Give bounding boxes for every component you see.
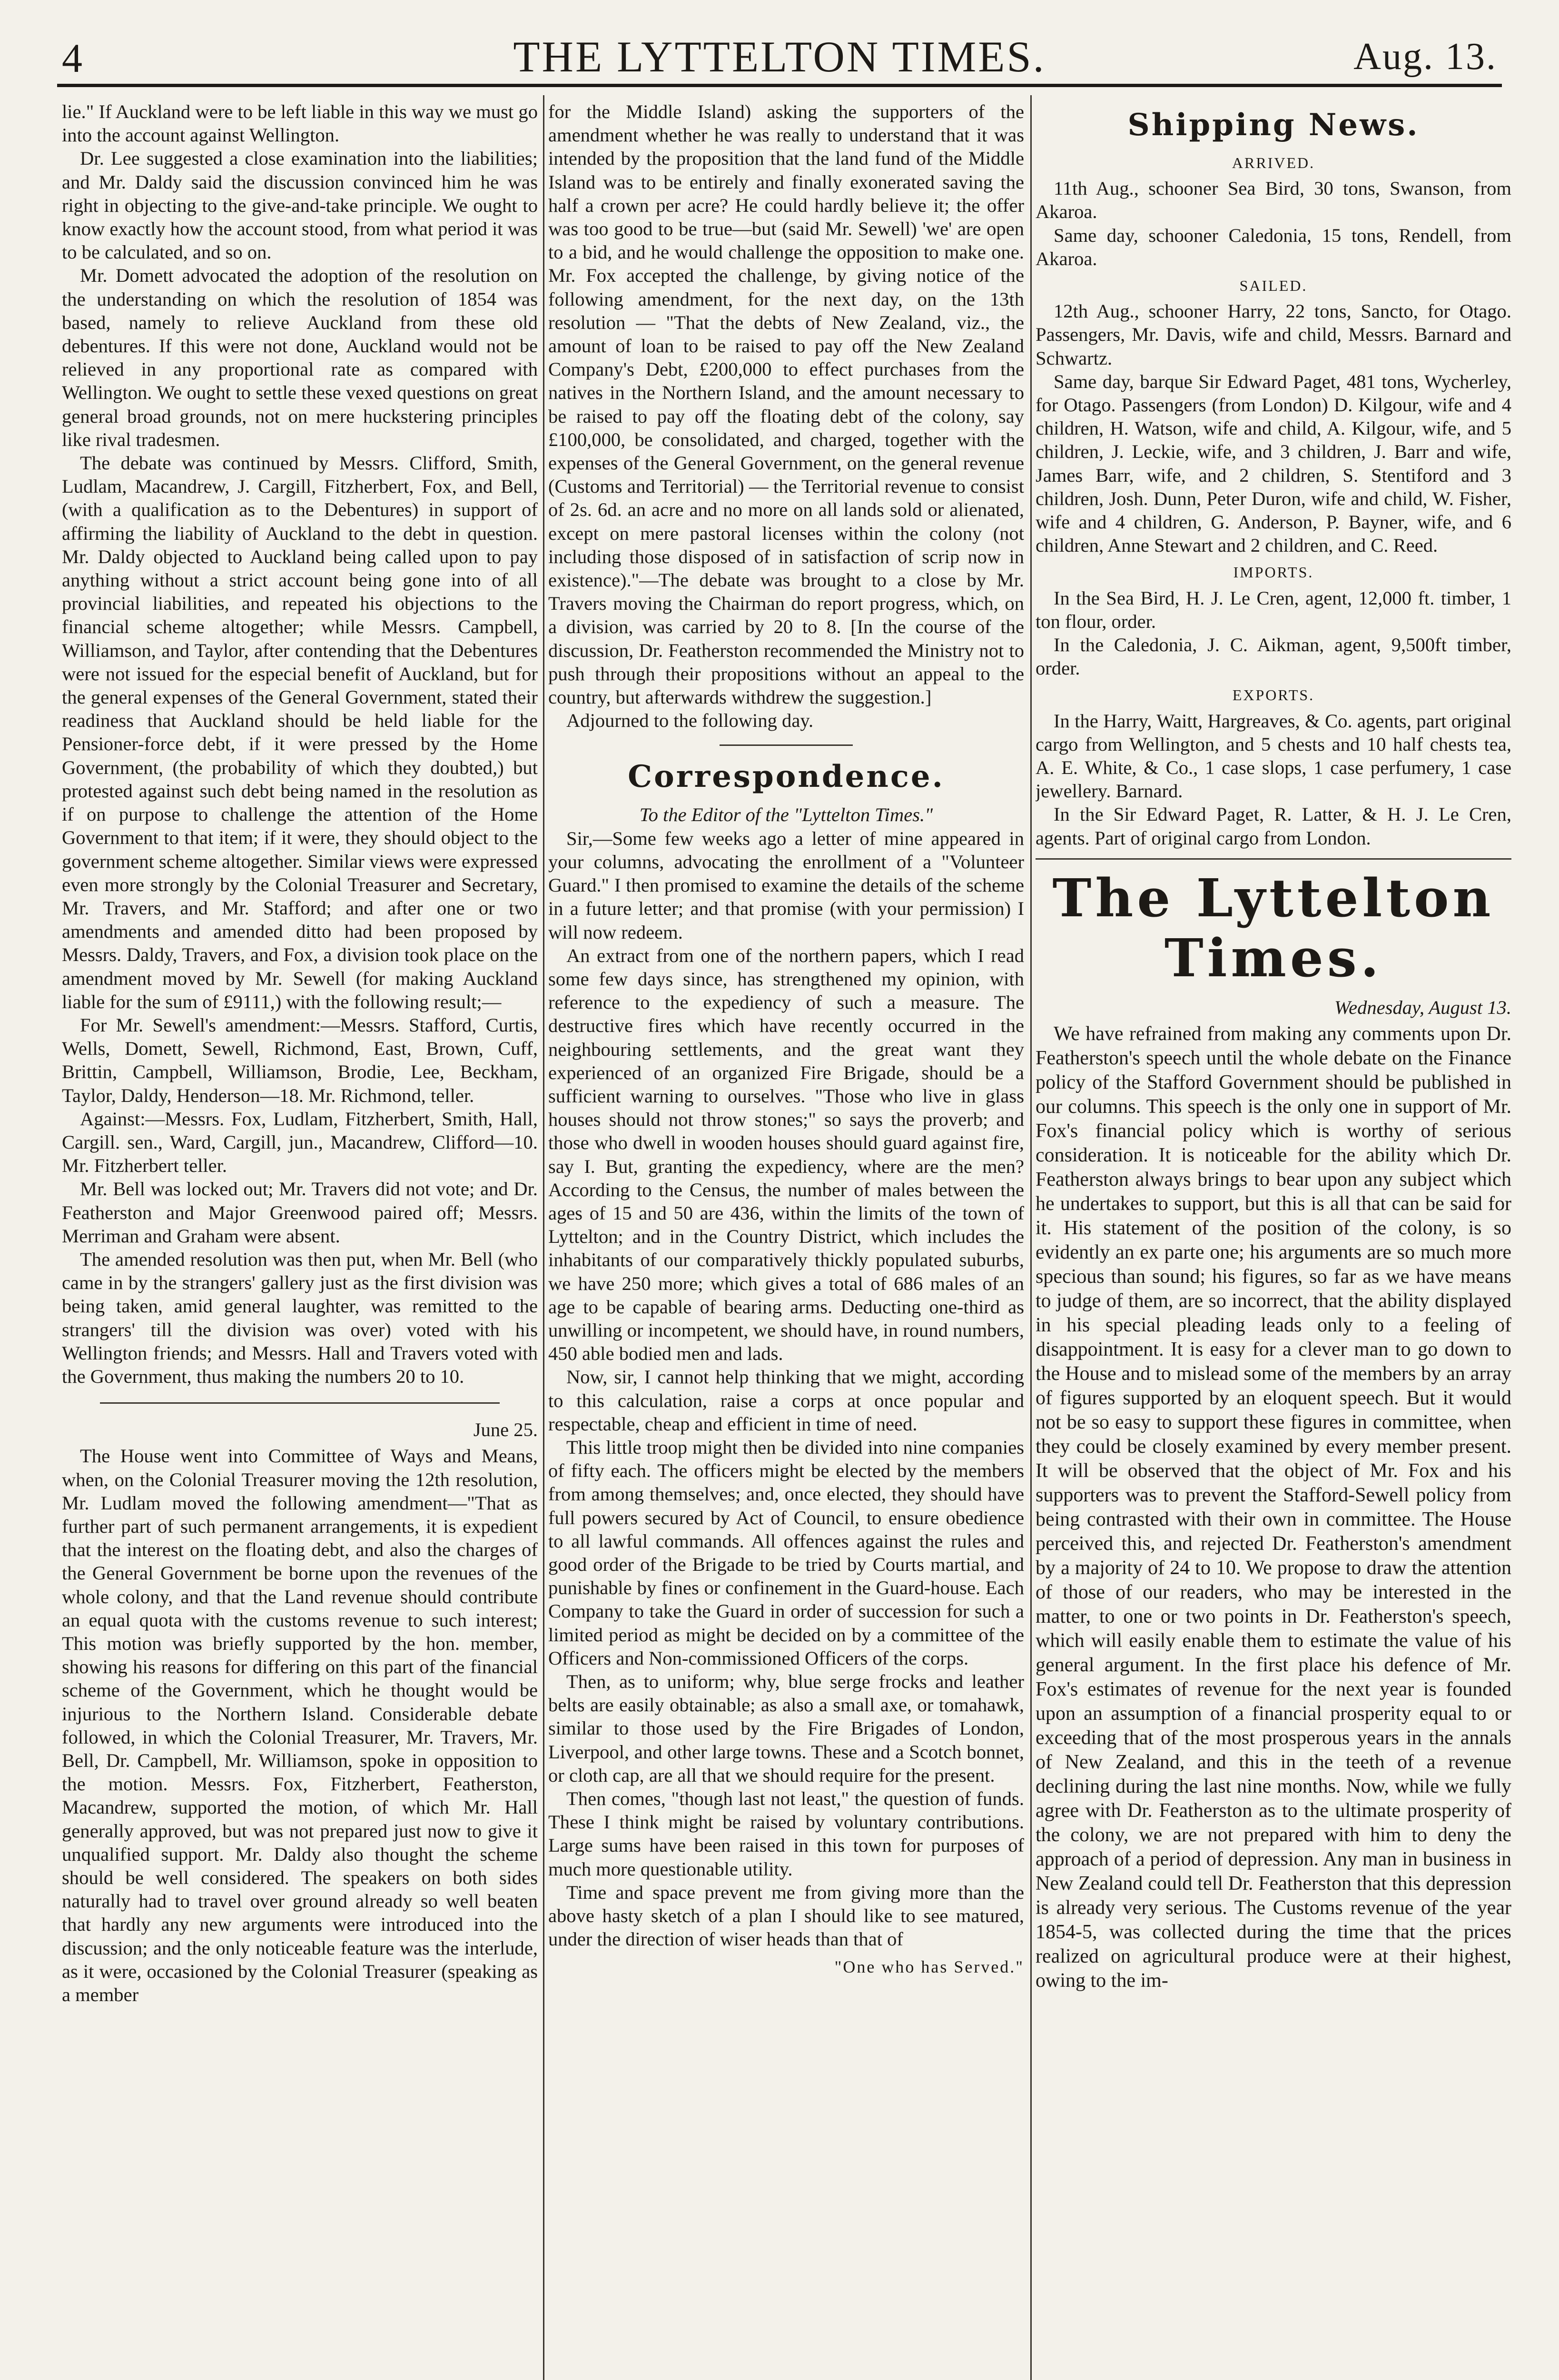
parliament-paragraph: Mr. Domett advocated the adoption of the resolution on the understanding on which the resolution of 1854 was based, namely to relieve Auckland from these old debentures. If this were not done, Auckland would not be relieved in any proportional rate as compared with Wellington. We ought to settle these vexed questions on great general broad grounds, not on mere huckstering principles like rival tradesmen. (62, 265, 538, 450)
imports-entry: In the Caledonia, J. C. Aikman, agent, 9,500ft timber, order. (1036, 634, 1511, 679)
arrived-entry: 11th Aug., schooner Sea Bird, 30 tons, Swanson, from Akaroa. (1036, 178, 1511, 223)
sailed-subheading: SAILED. (1239, 277, 1308, 295)
committee-paragraph: The House went into Committee of Ways and Means, when, on the Colonial Treasurer moving the 12th resolution, Mr. Ludlam moved the following amendment—"That as further part of such permanent arrangements, it is expedient that the interest on the floating debt, and also the charges of the General Government be borne upon the revenues of the whole colony, and that the Land revenue should contribute an equal quota with the customs revenue to such interest; This motion was briefly supported by the hon. member, showing his reasons for differing on this part of the financial scheme of the Government, which he thought would be injurious to the Northern Island. Considerable debate followed, in which the Colonial Treasurer, Mr. Travers, Mr. Bell, Dr. Campbell, Mr. Williamson, spoke in opposition to the motion. Messrs. Fox, Fitzherbert, Featherston, Macandrew, supported the motion, of which Mr. Hall generally approved, but was not prepared just now to give it unqualified support. Mr. Daldy also thought the scheme should be well considered. The speakers on both sides naturally had to travel over ground already so well beaten that hardly any new arguments were introduced into the discussion; and the only noticeable feature was the interlude, as it were, occasioned by the Colonial Treasurer (speaking as a member (62, 1445, 538, 2006)
parliament-paragraph: The amended resolution was then put, when Mr. Bell (who came in by the strangers' gallery just as the first division was being taken, amid general laughter, was remitted to the strangers' till the division was over) voted with his Wellington friends; and Messrs. Hall and Travers voted with the Government, thus making the numbers 20 to 10. (62, 1248, 538, 1387)
section-date: June 25. (473, 1419, 538, 1441)
correspondence-heading: Correspondence. (628, 759, 945, 795)
editorial-heading: The Lyttelton Times. (1052, 867, 1495, 989)
letter-paragraph: Sir,—Some few weeks ago a letter of mine appeared in your columns, advocating the enrollment of a "Volunteer Guard." I then promised to examine the details of the scheme in a future letter; and that promise (with your permission) I will now redeem. (548, 827, 1024, 943)
letter-paragraph: An extract from one of the northern papers, which I read some few days since, has strengthened my opinion, with reference to the expediency of such a measure. The destructive fires which have recently occurred in the neighbouring settlements, and the great want they experienced of an organized Fire Brigade, should be a sufficient warning to ourselves. "Those who live in glass houses should not throw stones;" so says the proverb; and those who dwell in wooden houses should guard against fire, say I. But, granting the expediency, where are the men? According to the Census, the number of males between the ages of 15 and 50 are 436, within the limits of the town of Lyttelton; and in the Country District, which includes the inhabitants of our comparatively thickly populated suburbs, we have 250 more; which gives a total of 686 males of an age to be capable of bearing arms. Deducting one-third as unwilling or incompetent, we should have, in round numbers, 450 able bodied men and lads. (548, 944, 1024, 1365)
issue-date: Aug. 13. (1353, 36, 1497, 78)
parliament-paragraph: lie." If Auckland were to be left liable in this way we must go into the account against Wellington. (62, 101, 538, 146)
masthead-rule (57, 84, 1502, 87)
letter-paragraph: Time and space prevent me from giving more than the above hasty sketch of a plan I should like to see matured, under the direction of wiser heads than that of (548, 1881, 1024, 1950)
section-divider (1036, 858, 1511, 860)
column-1 (62, 100, 538, 2380)
editorial-paragraph: We have refrained from making any comments upon Dr. Featherston's speech until the whole debate on the Finance policy of the Stafford Government should be published in our columns. This speech is the only one in support of Mr. Fox's financial policy which is worthy of serious consideration. It is noticeable for the ability which Dr. Featherston always brings to bear upon any subject which he undertakes to support, but this is all that can be said for it. His statement of the position of the colony, is so evidently an ex parte one; his arguments are so much more specious than sound; his figures, so far as we have means to judge of them, are so incorrect, that the ability displayed in his special pleading leads only to a feeling of disappointment. It is easy for a clever man to go down to the House and to mislead some of the members by an array of figures supported by an eloquent speech. But it would not be so easy to support these figures in committee, when they could be closely examined by every member present. It will be observed that the object of Mr. Fox and his supporters was to prevent the Stafford-Sewell policy from being contrasted with their own in committee. The House perceived this, and rejected Dr. Featherston's amendment by a majority of 24 to 10. We propose to draw the attention of those of our readers, who may be interested in the matter, to one or two points in Dr. Featherston's speech, which will easily enable them to estimate the value of his general argument. In the first place his defence of Mr. Fox's estimates of revenue for the next year is founded upon an assumption of a financial prosperity equal to or exceeding that of the most prosperous years in the annals of New Zealand, and this in the teeth of a revenue declining during the last nine months. Now, while we fully agree with Dr. Featherston as to the ultimate prosperity of the colony, we are not prepared with him to deny the approach of a period of depression. Any man in business in New Zealand could tell Dr. Featherston that this depression is already very serious. The Customs revenue of the year 1854-5, was collected during the time that the prices realized on agricultural produce were at their highest, owing to the im- (1036, 1023, 1511, 1992)
exports-entry: In the Sir Edward Paget, R. Latter, & H. J. Le Cren, agents. Part of original cargo from London. (1036, 803, 1511, 849)
section-divider (100, 1402, 500, 1404)
masthead (62, 31, 1497, 89)
column-rule-2 (1030, 95, 1032, 2380)
parliament-paragraph: Dr. Lee suggested a close examination into the liabilities; and Mr. Daldy said the discussion convinced him he was right in objecting to the give-and-take principle. We ought to know exactly how the account stood, from what period it was to be calculated, and so on. (62, 148, 538, 263)
editorial-dateline: Wednesday, August 13. (1334, 996, 1511, 1018)
adjourned-line: Adjourned to the following day. (566, 710, 814, 732)
arrived-subheading: ARRIVED. (1232, 154, 1315, 171)
parliament-paragraph: for the Middle Island) asking the supporters of the amendment whether he was really to understand that it was intended by the proposition that the land fund of the Middle Island was to be entirely and finally exonerated saving the half a crown per acre? He could hardly believe it; the offer was too good to be true—but (said Mr. Sewell) 'we' are open to a bid, and he would challenge the opposition to make one. Mr. Fox accepted the challenge, by giving notice of the following amendment, for the next day, on the 13th resolution — "That the debts of New Zealand, viz., the amount of loan to be raised to pay off the New Zealand Company's Debt, £200,000 to effect purchases from the natives in the Northern Island, and the amount necessary to be raised to pay off the floating debt of the colony, say £100,000, be consolidated, and charged, together with the expenses of the General Government, on the general revenue (Customs and Territorial) — the Territorial revenue to consist of 2s. 6d. an acre and no more on all lands sold or alienated, except on mere pastoral licenses within the colony (not including those disposed of in satisfaction of scrip now in existence)."—The debate was brought to a close by Mr. Travers moving the Chairman do report progress, which, on a division, was carried by 20 to 8. [In the course of the discussion, Dr. Featherston recommended the Ministry not to push through their propositions without an appeal to the country, but afterwards withdrew the suggestion.] (548, 101, 1024, 708)
newspaper-title: THE LYTTELTON TIMES. (513, 32, 1046, 81)
section-divider (720, 744, 853, 746)
exports-entry: In the Harry, Waitt, Hargreaves, & Co. agents, part original cargo from Wellington, and 5 chests and 10 half chests tea, A. E. White, & Co., 1 case slops, 1 case perfumery, 1 case jewellery. Barnard. (1036, 710, 1511, 802)
column-2 (548, 100, 1024, 2380)
shipping-news-heading: Shipping News. (1127, 107, 1420, 143)
division-against-paragraph: Against:—Messrs. Fox, Ludlam, Fitzherbert, Smith, Hall, Cargill. sen., Ward, Cargill, jun., Macandrew, Clifford—10. Mr. Fitzherbert teller. (62, 1108, 538, 1177)
column-3 (1036, 100, 1511, 2380)
letter-paragraph: Then comes, "though last not least," the question of funds. These I think might be raised by voluntary contributions. Large sums have been raised in this town for purposes of much more questionable utility. (548, 1788, 1024, 1880)
sailed-entry: Same day, barque Sir Edward Paget, 481 tons, Wycherley, for Otago. Passengers (from London) D. Kilgour, wife and 4 children, H. Watson, wife and child, A. Kilgour, wife, and 5 children, J. Leckie, wife, and 3 children, J. Barr and wife, James Barr, wife, and 2 children, S. Stentiford and 3 children, Josh. Dunn, Peter Duron, wife and child, W. Fisher, wife and 4 children, G. Anderson, P. Bayner, wife, and 6 children, Anne Stewart and 2 children, and C. Reed. (1036, 370, 1511, 556)
letter-paragraph: Then, as to uniform; why, blue serge frocks and leather belts are easily obtainable; as also a small axe, or tomahawk, similar to those used by the Fire Brigades of London, Liverpool, and other large towns. These and a Scotch bonnet, or cloth cap, are all that we should require for the present. (548, 1671, 1024, 1786)
letter-signature: "One who has Served." (834, 1957, 1024, 1977)
arrived-entry: Same day, schooner Caledonia, 15 tons, Rendell, from Akaroa. (1036, 224, 1511, 269)
page-number: 4 (62, 35, 82, 81)
parliament-paragraph: The debate was continued by Messrs. Clifford, Smith, Ludlam, Macandrew, J. Cargill, Fitzherbert, Fox, and Bell, (with a qualification as to the Debentures) in support of affirming the liability of Auckland to the debt in question. Mr. Daldy objected to Auckland being called upon to pay anything without a strict account being gone into of all provincial liabilities, and repeated his objections to the financial scheme altogether; while Messrs. Campbell, Williamson, and Taylor, after contending that the Debentures were not issued for the especial benefit of Auckland, but for the general expenses of the General Government, stated their readiness that Auckland should be held liable for the Pensioner-force debt, if it were pressed by the Home Government, (the probability of which they doubted,) but protested against such debt being named in the resolution as if on purpose to challenge the attention of the Home Government to that item; if it were, they should object to the government scheme altogether. Similar views were expressed even more strongly by the Colonial Treasurer and Secretary, Mr. Travers, and Mr. Stafford; and after one or two amendments and amended ditto had been proposed by Messrs. Daldy, Travers, and Fox, a division took place on the amendment moved by Mr. Sewell (for making Auckland liable for the sum of £9111,) with the following result;— (62, 452, 538, 1012)
parliament-paragraph: Mr. Bell was locked out; Mr. Travers did not vote; and Dr. Featherston and Major Greenwood paired off; Messrs. Merriman and Graham were absent. (62, 1178, 538, 1247)
division-for-paragraph: For Mr. Sewell's amendment:—Messrs. Stafford, Curtis, Wells, Domett, Sewell, Richmond, East, Brown, Cuff, Brittin, Campbell, Williamson, Brodie, Lee, Beckham, Taylor, Daldy, Henderson—18. Mr. Richmond, teller. (62, 1014, 538, 1106)
letter-paragraph: Now, sir, I cannot help thinking that we might, according to this calculation, raise a corps at once popular and respectable, cheap and efficient in time of need. (548, 1366, 1024, 1435)
imports-subheading: IMPORTS. (1233, 564, 1314, 581)
sailed-entry: 12th Aug., schooner Harry, 22 tons, Sancto, for Otago. Passengers, Mr. Davis, wife and child, Messrs. Barnard and Schwartz. (1036, 300, 1511, 369)
letter-paragraph: This little troop might then be divided into nine companies of fifty each. The officers might be elected by the members from among themselves; and, once elected, they should have full powers secured by Act of Council, to ensure obedience to all lawful commands. All offences against the rules and good order of the Brigade to be tried by Courts martial, and punishable by fines or confinement in the Guard-house. Each Company to take the Guard in order of succession for such a limited period as might be decided on by a committee of the Officers and Non-commissioned Officers of the corps. (548, 1436, 1024, 1669)
exports-subheading: EXPORTS. (1232, 686, 1315, 704)
imports-entry: In the Sea Bird, H. J. Le Cren, agent, 12,000 ft. timber, 1 ton flour, order. (1036, 587, 1511, 632)
letter-salutation: To the Editor of the "Lyttelton Times." (639, 804, 933, 826)
column-rule-1 (543, 95, 544, 2380)
